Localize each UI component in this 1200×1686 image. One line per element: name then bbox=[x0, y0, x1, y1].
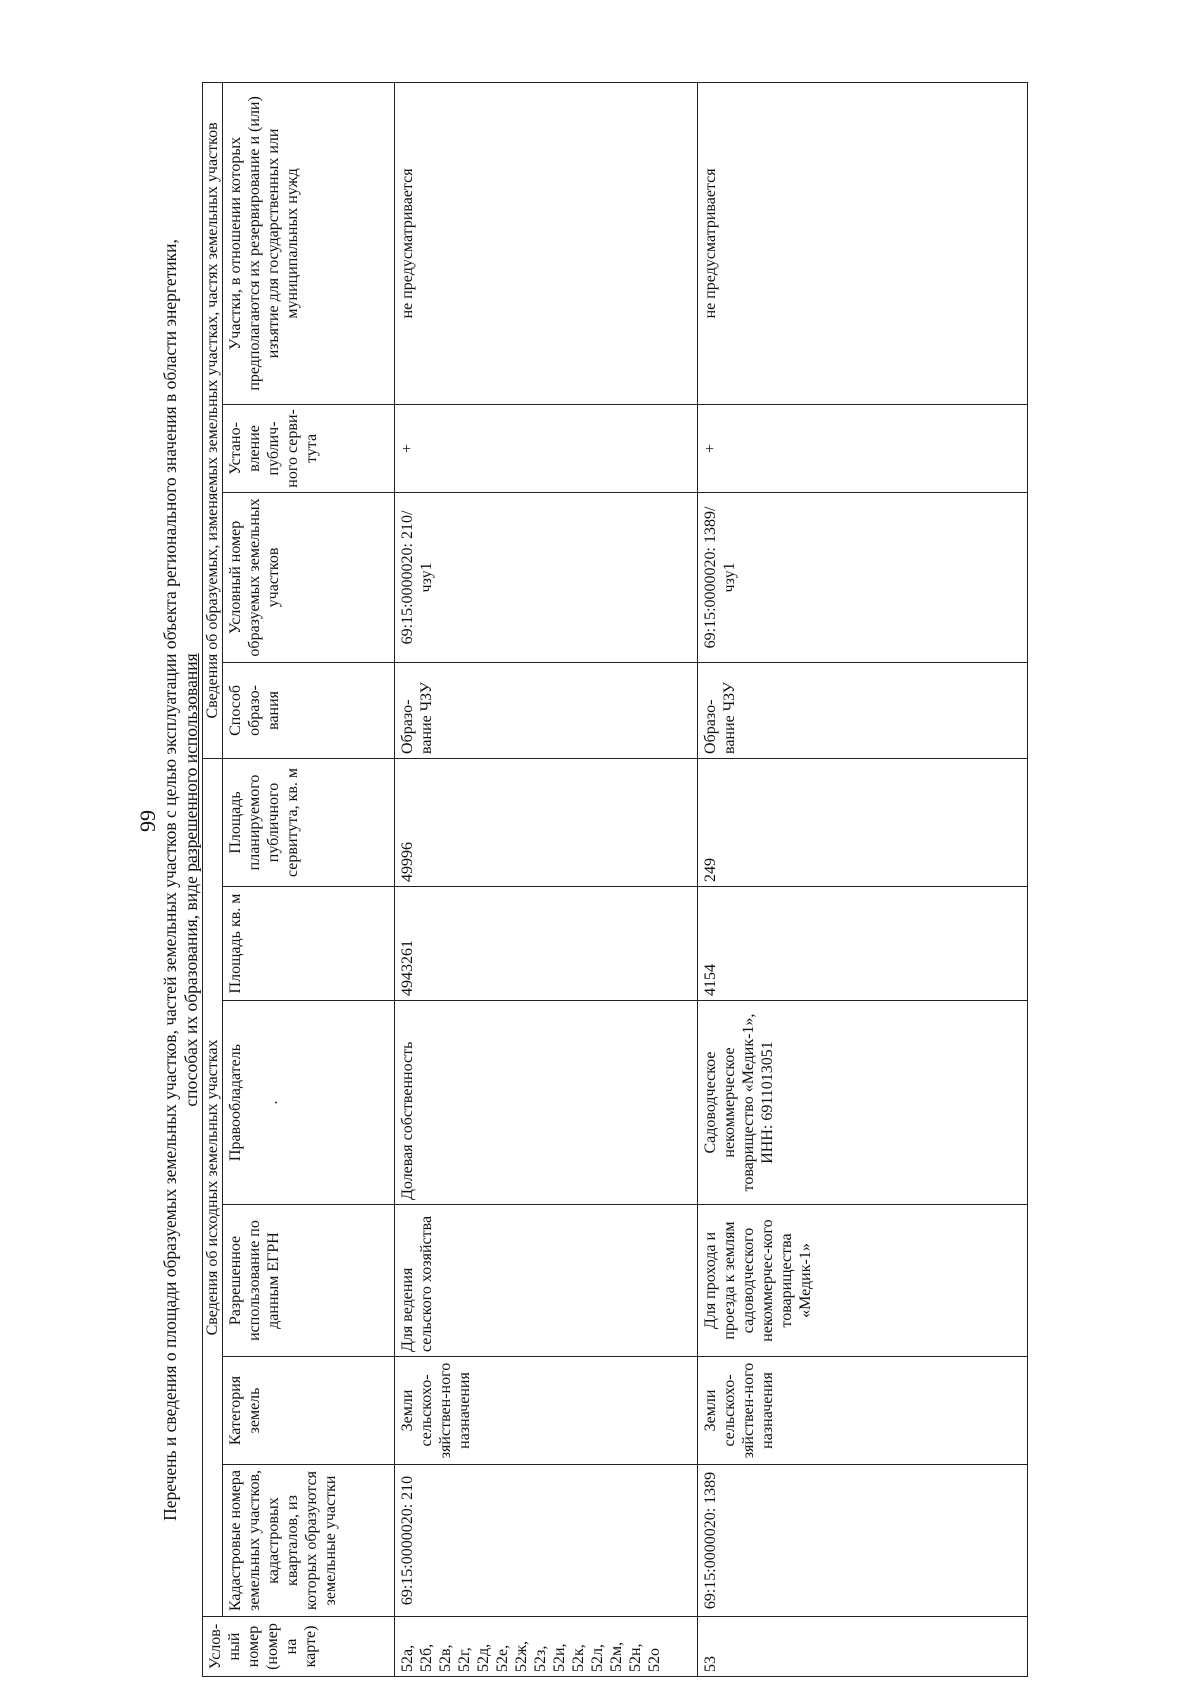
header-public-easement: Устано-вление публич-ного серви-тута bbox=[223, 404, 395, 492]
land-plots-table bbox=[202, 82, 1028, 1677]
table-header-row bbox=[223, 82, 395, 1676]
header-reserve-plots: Участки, в отношении которых предполагаются их резервирование и (или) изъятие для государственных или муниципальных нужд bbox=[223, 82, 395, 404]
cell-cond-formed-number: 69:15:0000020: 1389/чзу1 bbox=[698, 492, 1028, 662]
header-permitted-use: Разрешенное использование по данным ЕГРН bbox=[223, 1205, 395, 1357]
cell-formation-method: Образо-вание ЧЗУ bbox=[698, 662, 1028, 758]
header-group-source: Сведения об исходных земельных участках bbox=[203, 758, 223, 1616]
table-row bbox=[395, 82, 698, 1676]
title-line-2-prefix: способах их образования, виде bbox=[181, 871, 201, 1107]
cell-formation-method: Образо-вание ЧЗУ bbox=[395, 662, 698, 758]
page-number: 99 bbox=[135, 810, 160, 832]
cell-permitted-use: Для ведения сельского хозяйства bbox=[395, 1205, 698, 1357]
header-formation-method: Способ образо-вания bbox=[223, 662, 395, 758]
cell-category: Земли сельскохо-зяйствен-ного назначения bbox=[395, 1357, 698, 1465]
table-header-group-row bbox=[203, 82, 223, 1676]
cell-planned-area: 49996 bbox=[395, 758, 698, 886]
header-cond-number: Услов-ный номер (номер на карте) bbox=[203, 1617, 395, 1677]
cell-public-easement: + bbox=[395, 404, 698, 492]
cell-cadastral: 69:15:0000020: 1389 bbox=[698, 1465, 1028, 1617]
cell-cond-number: 53 bbox=[698, 1617, 1028, 1677]
cell-rights-holder: Садоводческое некоммерческое товарищество «Медик-1», ИНН: 6911013051 bbox=[698, 1001, 1028, 1205]
cell-reserve-plots: не предусматривается bbox=[698, 82, 1028, 404]
cell-permitted-use: Для прохода и проезда к землям садоводческого некоммерчес-кого товарищества «Медик-1» bbox=[698, 1205, 1028, 1357]
header-cond-formed-number: Условный номер образуемых земельных участков bbox=[223, 492, 395, 662]
document-title bbox=[160, 83, 202, 1677]
cell-category: Земли сельскохо-зяйствен-ного назначения bbox=[698, 1357, 1028, 1465]
header-group-formed: Сведения об образуемых, изменяемых земельных участках, частях земельных участков bbox=[203, 82, 223, 758]
header-rights-holder bbox=[223, 1001, 395, 1205]
title-line-2-underlined: разрешенного использования bbox=[181, 653, 201, 872]
cell-public-easement: + bbox=[698, 404, 1028, 492]
header-cadastral: Кадастровые номера земельных участков, кадастровых кварталов, из которых образуются земельные участки bbox=[223, 1465, 395, 1617]
cell-rights-holder: Долевая собственность bbox=[395, 1001, 698, 1205]
header-planned-area: Площадь планируемого публичного сервитута, кв. м bbox=[223, 758, 395, 886]
header-category: Категория земель bbox=[223, 1357, 395, 1465]
cell-cadastral: 69:15:0000020: 210 bbox=[395, 1465, 698, 1617]
cell-cond-number: 52а, 52б, 52в, 52г, 52д, 52е, 52ж, 52з, 52и, 52к, 52л, 52м, 52н, 52о bbox=[395, 1617, 698, 1677]
rotated-document bbox=[160, 83, 1031, 1677]
cell-reserve-plots: не предусматривается bbox=[395, 82, 698, 404]
table-row bbox=[698, 82, 1028, 1676]
cell-area: 4154 bbox=[698, 887, 1028, 1001]
cell-planned-area: 249 bbox=[698, 758, 1028, 886]
cell-area: 4943261 bbox=[395, 887, 698, 1001]
header-rights-holder-label: Правообладатель bbox=[227, 1043, 244, 1162]
title-line-1: Перечень и сведения о площади образуемых земельных участков, частей земельных участков с целью эксплуатации объекта регионального значения в области энергетики, bbox=[160, 239, 180, 1521]
header-rights-holder-dot: . bbox=[264, 1100, 281, 1105]
header-area: Площадь кв. м bbox=[223, 887, 395, 1001]
cell-cond-formed-number: 69:15:0000020: 210/чзу1 bbox=[395, 492, 698, 662]
